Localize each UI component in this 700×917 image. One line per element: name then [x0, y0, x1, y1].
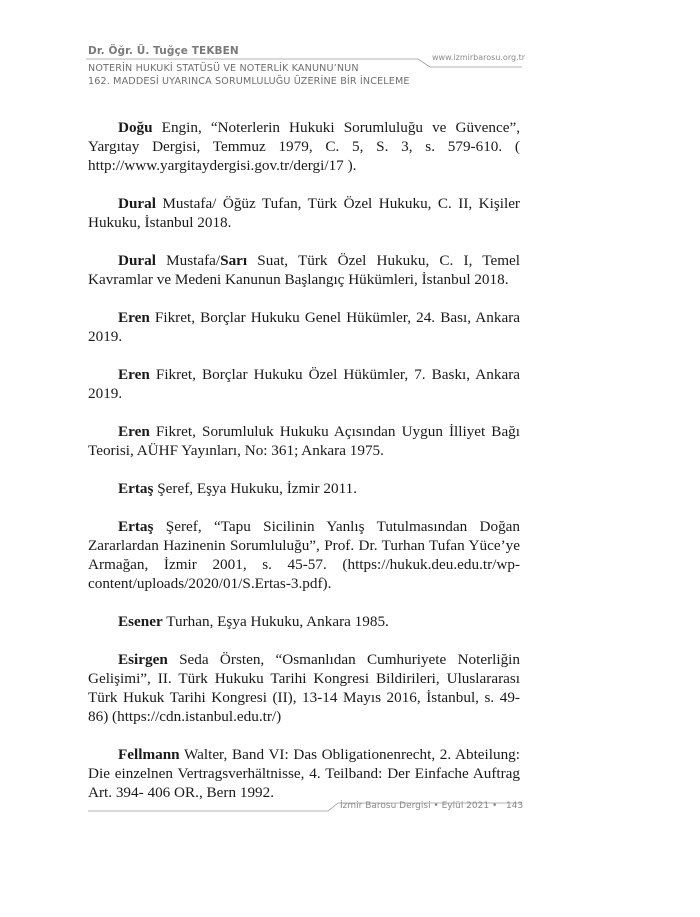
header-title-line-2: 162. MADDESİ UYARINCA SORUMLULUĞU ÜZERİNE BİR İNCELEME — [88, 76, 410, 87]
header-title-line-1: NOTERİN HUKUKİ STATÜSÜ VE NOTERLİK KANUNU’NUN — [88, 63, 359, 74]
reference-author: Fellmann — [118, 746, 180, 763]
header-website: www.izmirbarosu.org.tr — [432, 53, 526, 62]
page-number: 143 — [506, 801, 524, 811]
reference-details: Engin, “Noterlerin Hukuki Sorumluluğu ve Güvence”, Yargıtay Dergisi, Temmuz 1979, C. 5, S. 3, s. 579-610. ( http://www.yargitaydergisi.gov.tr/dergi/17 ). — [88, 119, 520, 174]
footer-journal-name: İzmir Barosu Dergisi • Eylül 2021 • — [340, 801, 498, 811]
reference-author: Eren — [118, 309, 150, 326]
reference-details: Turhan, Eşya Hukuku, Ankara 1985. — [162, 613, 389, 630]
reference-author: Dural — [118, 195, 156, 212]
reference-author: Eren — [118, 423, 150, 440]
reference-details: Seda Örsten, “Osmanlıdan Cumhuriyete Noterliğin Gelişimi”, II. Türk Hukuku Tarihi Kongresi Bildirileri, Uluslararası Türk Hukuk Tarihi Kongresi (II), 13-14 Mayıs 2016, İstanbul, s. 49-86) (https://cdn.istanbul.edu.tr/) — [88, 651, 520, 725]
header-author: Dr. Öğr. Ü. Tuğçe TEKBEN — [88, 45, 239, 57]
reference-author: Esener — [118, 613, 163, 630]
reference-details: Fikret, Borçlar Hukuku Özel Hükümler, 7. Baskı, Ankara 2019. — [88, 366, 520, 402]
reference-details: Şeref, “Tapu Sicilinin Yanlış Tutulmasından Doğan Zararlardan Hazinenin Sorumluluğu”, Prof. Dr. Turhan Tufan Yüce’ye Armağan, İzmir 2001, s. 45-57. (https://hukuk.deu.edu.tr/wp-content/uploads/2020/01/S.Ertas-3.pdf). — [88, 518, 520, 592]
reference-details: Şeref, Eşya Hukuku, İzmir 2011. — [153, 480, 358, 497]
reference-details-cont: Suat, Türk Özel Hukuku, C. I, Temel Kavramlar ve Medeni Kanunun Başlangıç Hükümleri, İstanbul 2018. — [88, 252, 520, 288]
reference-details: Mustafa/ — [155, 252, 221, 269]
reference-author: Ertaş — [118, 480, 154, 497]
reference-details: Fikret, Borçlar Hukuku Genel Hükümler, 24. Bası, Ankara 2019. — [88, 309, 520, 345]
reference-details: Fikret, Sorumluluk Hukuku Açısından Uygun İlliyet Bağı Teorisi, AÜHF Yayınları, No: 361; Ankara 1975. — [88, 423, 520, 459]
reference-details: Walter, Band VI: Das Obligationenrecht, 2. Abteilung: Die einzelnen Vertragsverhältnisse, 4. Teilband: Der Einfache Auftrag Art. 394- 406 OR., Bern 1992. — [88, 746, 520, 801]
reference-author: Eren — [118, 366, 150, 383]
reference-author: Ertaş — [118, 518, 154, 535]
reference-details: Mustafa/ Öğüz Tufan, Türk Özel Hukuku, C. II, Kişiler Hukuku, İstanbul 2018. — [88, 195, 520, 231]
reference-author: Dural — [118, 252, 156, 269]
reference-coauthor: Sarı — [220, 252, 248, 269]
reference-author: Esirgen — [118, 651, 168, 668]
reference-author: Doğu — [118, 119, 153, 136]
